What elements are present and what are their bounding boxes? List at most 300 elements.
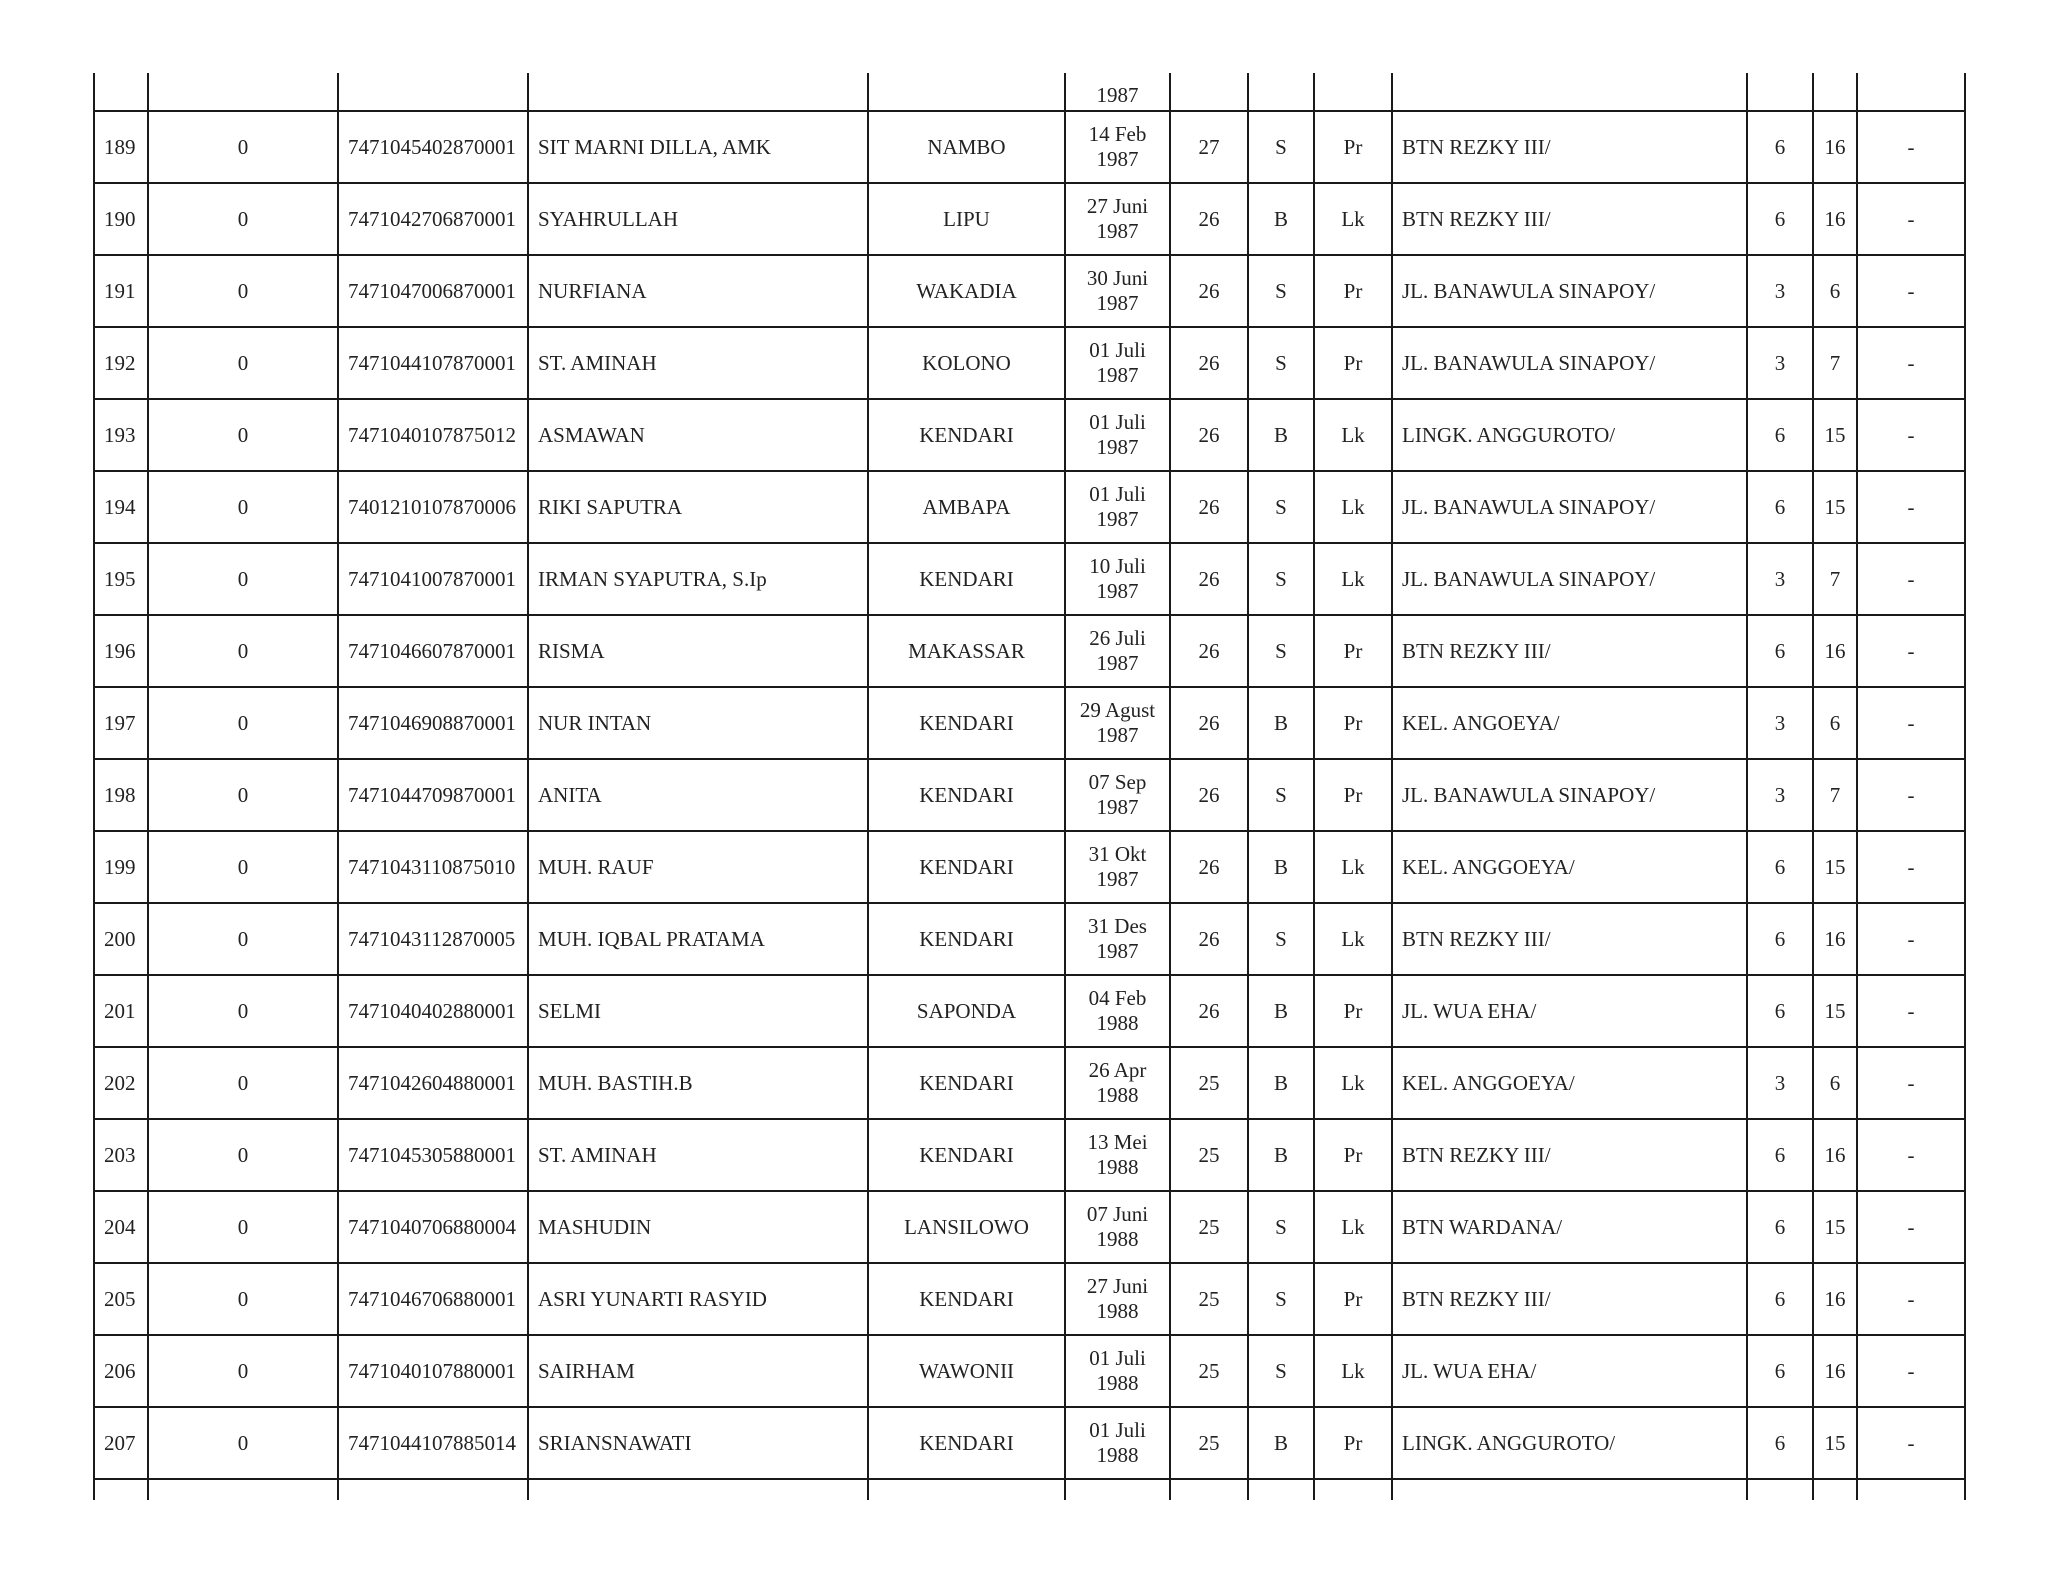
rw-cell: 3 — [1747, 255, 1813, 327]
age-cell: 26 — [1170, 183, 1248, 255]
birthdate-year: 1988 — [1096, 1299, 1139, 1323]
address-cell: JL. BANAWULA SINAPOY/ — [1392, 543, 1747, 615]
birthdate-day-month: 29 Agust — [1079, 698, 1156, 722]
table-row — [94, 1191, 1965, 1263]
birthdate-day-month: 31 Okt — [1088, 842, 1147, 866]
birthplace-cell: KENDARI — [868, 1263, 1065, 1335]
age-cell: 26 — [1170, 687, 1248, 759]
address-cell: BTN REZKY III/ — [1392, 1263, 1747, 1335]
table-row — [94, 327, 1965, 399]
marital-status-cell: S — [1248, 1263, 1314, 1335]
name-cell: NUR INTAN — [528, 687, 868, 759]
name-cell: ST. AMINAH — [528, 1119, 868, 1191]
marital-status-cell: B — [1248, 1047, 1314, 1119]
birthplace-cell: LIPU — [868, 183, 1065, 255]
birthdate-year: 1987 — [1096, 939, 1139, 963]
birthdate-cell — [1065, 1407, 1170, 1479]
rt-cell: 6 — [1813, 255, 1857, 327]
note-cell: - — [1857, 903, 1965, 975]
name-cell: SYAHRULLAH — [528, 183, 868, 255]
birthplace-cell: KENDARI — [868, 1407, 1065, 1479]
marital-status-cell: B — [1248, 1119, 1314, 1191]
note-cell: - — [1857, 831, 1965, 903]
age-cell: 26 — [1170, 471, 1248, 543]
rw-cell: 6 — [1747, 1191, 1813, 1263]
address-cell: BTN REZKY III/ — [1392, 111, 1747, 183]
rt-cell: 16 — [1813, 183, 1857, 255]
note-cell: - — [1857, 1191, 1965, 1263]
birthdate-day-month: 07 Juni — [1086, 1202, 1149, 1226]
table-row — [94, 1263, 1965, 1335]
nik-cell: 7471046706880001 — [338, 1263, 528, 1335]
birthplace-cell: SAPONDA — [868, 975, 1065, 1047]
row-number: 206 — [94, 1335, 148, 1407]
nik-cell: 7471041007870001 — [338, 543, 528, 615]
birthdate-cell — [1065, 327, 1170, 399]
table-body — [94, 73, 1965, 1500]
gender-cell: Pr — [1314, 1119, 1392, 1191]
row-number: 191 — [94, 255, 148, 327]
table-row — [94, 471, 1965, 543]
address-cell: BTN REZKY III/ — [1392, 183, 1747, 255]
address-cell: JL. BANAWULA SINAPOY/ — [1392, 255, 1747, 327]
gender-cell: Lk — [1314, 903, 1392, 975]
marital-status-cell: B — [1248, 183, 1314, 255]
name-cell: SRIANSNAWATI — [528, 1407, 868, 1479]
code-cell: 0 — [148, 399, 338, 471]
code-cell: 0 — [148, 183, 338, 255]
birthdate-day-month: 13 Mei — [1087, 1130, 1148, 1154]
address-cell: KEL. ANGGOEYA/ — [1392, 1047, 1747, 1119]
age-cell: 26 — [1170, 831, 1248, 903]
rt-cell: 16 — [1813, 1335, 1857, 1407]
birthdate-cell — [1065, 543, 1170, 615]
birthdate-day-month: 10 Juli — [1089, 554, 1146, 578]
gender-cell: Pr — [1314, 255, 1392, 327]
gender-cell: Lk — [1314, 543, 1392, 615]
code-cell: 0 — [148, 759, 338, 831]
rt-cell: 16 — [1813, 903, 1857, 975]
row-number: 207 — [94, 1407, 148, 1479]
marital-status-cell: S — [1248, 1191, 1314, 1263]
birthdate-year: 1988 — [1096, 1011, 1139, 1035]
birthdate-year: 1988 — [1096, 1083, 1139, 1107]
table-row — [94, 111, 1965, 183]
table-row — [94, 975, 1965, 1047]
marital-status-cell: B — [1248, 399, 1314, 471]
birthdate-cell — [1065, 615, 1170, 687]
birthdate-year: 1987 — [1096, 219, 1139, 243]
table-row — [94, 759, 1965, 831]
birthdate-day-month: 07 Sep — [1088, 770, 1147, 794]
age-cell: 25 — [1170, 1407, 1248, 1479]
continued-row-top — [94, 73, 1965, 111]
note-cell: - — [1857, 111, 1965, 183]
nik-cell: 7471046607870001 — [338, 615, 528, 687]
nik-cell: 7471043112870005 — [338, 903, 528, 975]
marital-status-cell: S — [1248, 111, 1314, 183]
birthdate-day-month: 26 Apr — [1088, 1058, 1147, 1082]
marital-status-cell: S — [1248, 903, 1314, 975]
age-cell: 26 — [1170, 255, 1248, 327]
nik-cell: 7471045305880001 — [338, 1119, 528, 1191]
nik-cell: 7471044709870001 — [338, 759, 528, 831]
nik-cell: 7471043110875010 — [338, 831, 528, 903]
row-number: 196 — [94, 615, 148, 687]
row-number: 204 — [94, 1191, 148, 1263]
age-cell: 25 — [1170, 1191, 1248, 1263]
row-number: 205 — [94, 1263, 148, 1335]
gender-cell: Pr — [1314, 687, 1392, 759]
code-cell: 0 — [148, 1191, 338, 1263]
table-row — [94, 687, 1965, 759]
birthdate-cell — [1065, 831, 1170, 903]
address-cell: JL. WUA EHA/ — [1392, 975, 1747, 1047]
code-cell: 0 — [148, 687, 338, 759]
name-cell: IRMAN SYAPUTRA, S.Ip — [528, 543, 868, 615]
nik-cell: 7471046908870001 — [338, 687, 528, 759]
marital-status-cell: S — [1248, 471, 1314, 543]
rt-cell: 16 — [1813, 1119, 1857, 1191]
birthdate-year: 1987 — [1096, 291, 1139, 315]
rw-cell: 6 — [1747, 903, 1813, 975]
row-number: 203 — [94, 1119, 148, 1191]
rt-cell: 6 — [1813, 687, 1857, 759]
rw-cell: 6 — [1747, 831, 1813, 903]
table-row — [94, 543, 1965, 615]
marital-status-cell: S — [1248, 1335, 1314, 1407]
nik-cell: 7471042706870001 — [338, 183, 528, 255]
code-cell: 0 — [148, 831, 338, 903]
birthplace-cell: KOLONO — [868, 327, 1065, 399]
birthplace-cell: KENDARI — [868, 1047, 1065, 1119]
code-cell: 0 — [148, 471, 338, 543]
rw-cell: 6 — [1747, 111, 1813, 183]
birthdate-year: 1988 — [1096, 1227, 1139, 1251]
birthdate-year: 1988 — [1096, 1155, 1139, 1179]
rt-cell: 15 — [1813, 1407, 1857, 1479]
name-cell: SELMI — [528, 975, 868, 1047]
rw-cell: 6 — [1747, 1119, 1813, 1191]
note-cell: - — [1857, 615, 1965, 687]
table-row — [94, 183, 1965, 255]
continued-row-bottom — [94, 1479, 1965, 1500]
gender-cell: Lk — [1314, 831, 1392, 903]
marital-status-cell: S — [1248, 543, 1314, 615]
row-number: 202 — [94, 1047, 148, 1119]
table-row — [94, 1047, 1965, 1119]
age-cell: 25 — [1170, 1119, 1248, 1191]
rt-cell: 16 — [1813, 1263, 1857, 1335]
resident-table-page — [93, 73, 1964, 1513]
birthdate-cell — [1065, 759, 1170, 831]
table-row — [94, 1407, 1965, 1479]
rw-cell: 3 — [1747, 327, 1813, 399]
rt-cell: 6 — [1813, 1047, 1857, 1119]
gender-cell: Pr — [1314, 615, 1392, 687]
birthdate-year: 1987 — [1096, 363, 1139, 387]
address-cell: BTN REZKY III/ — [1392, 615, 1747, 687]
nik-cell: 7471040402880001 — [338, 975, 528, 1047]
address-cell: BTN WARDANA/ — [1392, 1191, 1747, 1263]
marital-status-cell: S — [1248, 327, 1314, 399]
birthdate-year: 1987 — [1096, 651, 1139, 675]
marital-status-cell: B — [1248, 687, 1314, 759]
birthplace-cell: KENDARI — [868, 687, 1065, 759]
birthplace-cell: KENDARI — [868, 543, 1065, 615]
birthplace-cell: KENDARI — [868, 1119, 1065, 1191]
birthdate-cell — [1065, 255, 1170, 327]
birthdate-year: 1987 — [1096, 507, 1139, 531]
birthdate-year: 1987 — [1096, 723, 1139, 747]
table-row — [94, 615, 1965, 687]
age-cell: 26 — [1170, 615, 1248, 687]
address-cell: KEL. ANGOEYA/ — [1392, 687, 1747, 759]
birthdate-cell — [1065, 399, 1170, 471]
gender-cell: Pr — [1314, 759, 1392, 831]
code-cell: 0 — [148, 1047, 338, 1119]
rt-cell: 7 — [1813, 759, 1857, 831]
code-cell: 0 — [148, 903, 338, 975]
nik-cell: 7471040107880001 — [338, 1335, 528, 1407]
birthdate-cell — [1065, 1263, 1170, 1335]
name-cell: MUH. IQBAL PRATAMA — [528, 903, 868, 975]
nik-cell: 7471044107885014 — [338, 1407, 528, 1479]
birthdate-day-month: 30 Juni — [1086, 266, 1149, 290]
gender-cell: Lk — [1314, 471, 1392, 543]
gender-cell: Lk — [1314, 1191, 1392, 1263]
name-cell: SIT MARNI DILLA, AMK — [528, 111, 868, 183]
rw-cell: 6 — [1747, 183, 1813, 255]
code-cell: 0 — [148, 1335, 338, 1407]
marital-status-cell: B — [1248, 831, 1314, 903]
rw-cell: 3 — [1747, 687, 1813, 759]
birthdate-day-month: 01 Juli — [1089, 338, 1146, 362]
rw-cell: 3 — [1747, 543, 1813, 615]
address-cell: BTN REZKY III/ — [1392, 1119, 1747, 1191]
birthdate-day-month: 31 Des — [1088, 914, 1147, 938]
rw-cell: 3 — [1747, 759, 1813, 831]
birthdate-year: 1987 — [1096, 435, 1139, 459]
row-number: 193 — [94, 399, 148, 471]
name-cell: ASMAWAN — [528, 399, 868, 471]
birthdate-day-month: 01 Juli — [1089, 1346, 1146, 1370]
address-cell: LINGK. ANGGUROTO/ — [1392, 1407, 1747, 1479]
address-cell: BTN REZKY III/ — [1392, 903, 1747, 975]
note-cell: - — [1857, 1119, 1965, 1191]
rw-cell: 6 — [1747, 1407, 1813, 1479]
birthdate-day-month: 04 Feb — [1088, 986, 1147, 1010]
nik-cell: 7471047006870001 — [338, 255, 528, 327]
age-cell: 26 — [1170, 759, 1248, 831]
name-cell: ANITA — [528, 759, 868, 831]
nik-cell: 7471040706880004 — [338, 1191, 528, 1263]
rt-cell: 15 — [1813, 831, 1857, 903]
birthdate-day-month: 01 Juli — [1089, 1418, 1146, 1442]
gender-cell: Lk — [1314, 1047, 1392, 1119]
birthplace-cell: KENDARI — [868, 399, 1065, 471]
age-cell: 26 — [1170, 399, 1248, 471]
note-cell: - — [1857, 1407, 1965, 1479]
gender-cell: Lk — [1314, 399, 1392, 471]
birthplace-cell: WAKADIA — [868, 255, 1065, 327]
birthdate-cell — [1065, 975, 1170, 1047]
name-cell: ASRI YUNARTI RASYID — [528, 1263, 868, 1335]
gender-cell: Pr — [1314, 111, 1392, 183]
row-number: 200 — [94, 903, 148, 975]
birthplace-cell: NAMBO — [868, 111, 1065, 183]
note-cell: - — [1857, 399, 1965, 471]
birthdate-cell — [1065, 1119, 1170, 1191]
birthdate-day-month: 01 Juli — [1089, 410, 1146, 434]
rw-cell: 6 — [1747, 1335, 1813, 1407]
birthdate-year: 1988 — [1096, 1371, 1139, 1395]
gender-cell: Pr — [1314, 1407, 1392, 1479]
marital-status-cell: B — [1248, 975, 1314, 1047]
code-cell: 0 — [148, 111, 338, 183]
code-cell: 0 — [148, 255, 338, 327]
rt-cell: 16 — [1813, 111, 1857, 183]
rt-cell: 15 — [1813, 975, 1857, 1047]
nik-cell: 7471042604880001 — [338, 1047, 528, 1119]
birthdate-cell — [1065, 111, 1170, 183]
name-cell: MASHUDIN — [528, 1191, 868, 1263]
note-cell: - — [1857, 471, 1965, 543]
name-cell: MUH. BASTIH.B — [528, 1047, 868, 1119]
marital-status-cell: S — [1248, 615, 1314, 687]
address-cell: JL. WUA EHA/ — [1392, 1335, 1747, 1407]
birthplace-cell: AMBAPA — [868, 471, 1065, 543]
birthplace-cell: KENDARI — [868, 759, 1065, 831]
birthdate-cell — [1065, 687, 1170, 759]
note-cell: - — [1857, 255, 1965, 327]
rt-cell: 15 — [1813, 1191, 1857, 1263]
note-cell: - — [1857, 1047, 1965, 1119]
marital-status-cell: S — [1248, 759, 1314, 831]
address-cell: KEL. ANGGOEYA/ — [1392, 831, 1747, 903]
marital-status-cell: B — [1248, 1407, 1314, 1479]
table-row — [94, 399, 1965, 471]
birthplace-cell: KENDARI — [868, 831, 1065, 903]
birthdate-cell — [1065, 183, 1170, 255]
rt-cell: 7 — [1813, 543, 1857, 615]
address-cell: JL. BANAWULA SINAPOY/ — [1392, 327, 1747, 399]
code-cell: 0 — [148, 1119, 338, 1191]
row-number: 198 — [94, 759, 148, 831]
birthdate-cell — [1065, 1191, 1170, 1263]
note-cell: - — [1857, 975, 1965, 1047]
row-number: 199 — [94, 831, 148, 903]
table-row — [94, 1335, 1965, 1407]
name-cell: SAIRHAM — [528, 1335, 868, 1407]
birthdate-cell — [1065, 903, 1170, 975]
table-row — [94, 255, 1965, 327]
note-cell: - — [1857, 183, 1965, 255]
address-cell: JL. BANAWULA SINAPOY/ — [1392, 471, 1747, 543]
gender-cell: Pr — [1314, 327, 1392, 399]
rt-cell: 15 — [1813, 399, 1857, 471]
birthdate-day-month: 14 Feb — [1088, 122, 1147, 146]
birthdate-cell — [1065, 471, 1170, 543]
address-cell: LINGK. ANGGUROTO/ — [1392, 399, 1747, 471]
birthdate-year: 1987 — [1096, 579, 1139, 603]
birthdate-year: 1988 — [1096, 1443, 1139, 1467]
age-cell: 25 — [1170, 1047, 1248, 1119]
row-number: 190 — [94, 183, 148, 255]
gender-cell: Lk — [1314, 1335, 1392, 1407]
code-cell: 0 — [148, 1407, 338, 1479]
age-cell: 27 — [1170, 111, 1248, 183]
nik-cell: 7401210107870006 — [338, 471, 528, 543]
code-cell: 0 — [148, 975, 338, 1047]
marital-status-cell: S — [1248, 255, 1314, 327]
name-cell: RIKI SAPUTRA — [528, 471, 868, 543]
row-number: 197 — [94, 687, 148, 759]
row-number: 195 — [94, 543, 148, 615]
table-row — [94, 903, 1965, 975]
birthdate-cell — [1065, 1047, 1170, 1119]
rw-cell: 6 — [1747, 615, 1813, 687]
birthdate-day-month: 01 Juli — [1089, 482, 1146, 506]
note-cell: - — [1857, 759, 1965, 831]
name-cell: MUH. RAUF — [528, 831, 868, 903]
code-cell: 0 — [148, 543, 338, 615]
code-cell: 0 — [148, 1263, 338, 1335]
birthplace-cell: KENDARI — [868, 903, 1065, 975]
age-cell: 26 — [1170, 543, 1248, 615]
nik-cell: 7471040107875012 — [338, 399, 528, 471]
birthdate-year: 1987 — [1096, 147, 1139, 171]
birthdate-year: 1987 — [1096, 867, 1139, 891]
continued-dob-year: 1987 — [1065, 73, 1170, 111]
nik-cell: 7471044107870001 — [338, 327, 528, 399]
birthplace-cell: MAKASSAR — [868, 615, 1065, 687]
rw-cell: 6 — [1747, 399, 1813, 471]
rt-cell: 16 — [1813, 615, 1857, 687]
rw-cell: 6 — [1747, 471, 1813, 543]
birthdate-cell — [1065, 1335, 1170, 1407]
code-cell: 0 — [148, 327, 338, 399]
birthdate-day-month: 27 Juni — [1086, 194, 1149, 218]
rt-cell: 15 — [1813, 471, 1857, 543]
rw-cell: 6 — [1747, 1263, 1813, 1335]
note-cell: - — [1857, 543, 1965, 615]
row-number: 189 — [94, 111, 148, 183]
age-cell: 25 — [1170, 1263, 1248, 1335]
table-row — [94, 1119, 1965, 1191]
resident-table — [93, 73, 1966, 1500]
age-cell: 26 — [1170, 903, 1248, 975]
note-cell: - — [1857, 687, 1965, 759]
gender-cell: Pr — [1314, 1263, 1392, 1335]
name-cell: RISMA — [528, 615, 868, 687]
note-cell: - — [1857, 1263, 1965, 1335]
name-cell: NURFIANA — [528, 255, 868, 327]
rw-cell: 6 — [1747, 975, 1813, 1047]
birthdate-day-month: 27 Juni — [1086, 1274, 1149, 1298]
gender-cell: Lk — [1314, 183, 1392, 255]
rw-cell: 3 — [1747, 1047, 1813, 1119]
row-number: 192 — [94, 327, 148, 399]
age-cell: 25 — [1170, 1335, 1248, 1407]
note-cell: - — [1857, 1335, 1965, 1407]
age-cell: 26 — [1170, 975, 1248, 1047]
birthplace-cell: WAWONII — [868, 1335, 1065, 1407]
table-row — [94, 831, 1965, 903]
gender-cell: Pr — [1314, 975, 1392, 1047]
age-cell: 26 — [1170, 327, 1248, 399]
row-number: 194 — [94, 471, 148, 543]
